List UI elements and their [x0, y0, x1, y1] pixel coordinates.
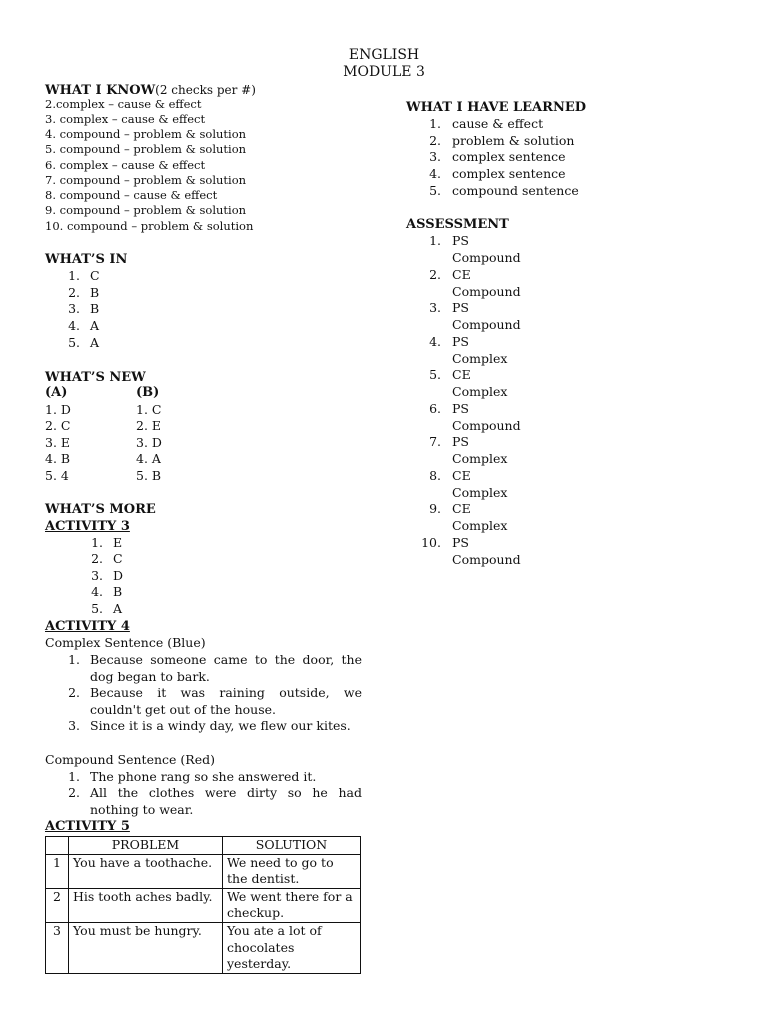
- answer: E: [113, 535, 123, 550]
- table-cell: You must be hungry.: [69, 922, 223, 973]
- assessment-type: Compound: [452, 552, 521, 567]
- list-item: 2. E: [136, 418, 162, 433]
- list-number: 4.: [91, 584, 103, 599]
- whats-in-heading: WHAT’S IN: [45, 252, 128, 267]
- activity-4-heading: ACTIVITY 4: [45, 619, 130, 634]
- list-number: 2.: [429, 133, 441, 148]
- activity-5-heading: ACTIVITY 5: [45, 819, 130, 834]
- document-title: ENGLISH: [348, 47, 420, 63]
- list-number: 5.: [91, 601, 103, 616]
- list-number: 4.: [429, 334, 441, 349]
- list-number: 2.: [429, 267, 441, 282]
- complex-sentence-item: Since it is a windy day, we flew our kites.: [90, 718, 351, 733]
- list-number: 1.: [68, 769, 80, 784]
- assessment-code: CE: [452, 267, 471, 282]
- column-b-header: (B): [136, 385, 160, 400]
- list-number: 2.: [68, 685, 80, 700]
- list-item: 2. C: [45, 418, 71, 433]
- assessment-code: CE: [452, 501, 471, 516]
- complex-sentence-item: Because someone came to the door, the dog began to bark.: [90, 652, 362, 684]
- list-item: 3. D: [136, 435, 162, 450]
- list-number: 3.: [91, 568, 103, 583]
- assessment-code: PS: [452, 334, 469, 349]
- module-title: MODULE 3: [343, 64, 425, 80]
- list-number: 3.: [429, 149, 441, 164]
- list-item: 5. B: [136, 468, 162, 483]
- assessment-code: PS: [452, 300, 469, 315]
- list-item: 10. compound – problem & solution: [45, 219, 254, 233]
- what-i-know-heading: WHAT I KNOW: [45, 83, 156, 98]
- list-number: 1.: [429, 116, 441, 131]
- list-number: 1.: [68, 652, 80, 667]
- table-cell: You ate a lot of chocolates yesterday.: [223, 922, 361, 973]
- list-item: 2.complex – cause & effect: [45, 97, 202, 111]
- table-header-cell: SOLUTION: [223, 837, 361, 855]
- answer: B: [90, 301, 100, 316]
- list-text: complex sentence: [452, 166, 566, 181]
- list-number: 1.: [68, 268, 80, 283]
- assessment-type: Complex: [452, 384, 508, 399]
- list-item: 1. C: [136, 402, 162, 417]
- list-number: 4.: [68, 318, 80, 333]
- complex-sentence-label: Complex Sentence (Blue): [45, 635, 206, 650]
- list-number: 8.: [429, 468, 441, 483]
- list-number: 3.: [68, 301, 80, 316]
- table-cell: 2: [46, 888, 69, 922]
- list-number: 5.: [429, 183, 441, 198]
- compound-sentence-label: Compound Sentence (Red): [45, 752, 215, 767]
- table-cell: 3: [46, 922, 69, 973]
- assessment-type: Complex: [452, 351, 508, 366]
- list-item: 3. complex – cause & effect: [45, 112, 206, 126]
- list-number: 3.: [429, 300, 441, 315]
- list-item: 7. compound – problem & solution: [45, 173, 247, 187]
- list-text: problem & solution: [452, 133, 575, 148]
- list-number: 2.: [68, 285, 80, 300]
- compound-sentence-item: All the clothes were dirty so he had nothing to wear.: [90, 785, 362, 817]
- assessment-code: PS: [452, 233, 469, 248]
- list-number: 5.: [68, 335, 80, 350]
- table-header-row: [46, 837, 361, 855]
- list-number: 7.: [429, 434, 441, 449]
- assessment-code: PS: [452, 434, 469, 449]
- list-item: 1. D: [45, 402, 71, 417]
- assessment-type: Compound: [452, 284, 521, 299]
- assessment-type: Complex: [452, 518, 508, 533]
- answer: D: [113, 568, 124, 583]
- list-number: 3.: [68, 718, 80, 733]
- list-number: 9.: [429, 501, 441, 516]
- list-number: 4.: [429, 166, 441, 181]
- table-row: [46, 888, 361, 922]
- activity-5-table: [45, 836, 361, 974]
- assessment-heading: ASSESSMENT: [406, 217, 509, 232]
- what-i-have-learned-heading: WHAT I HAVE LEARNED: [406, 100, 587, 115]
- list-number: 2.: [68, 785, 80, 800]
- list-text: complex sentence: [452, 149, 566, 164]
- list-item: 4. A: [136, 451, 161, 466]
- list-text: cause & effect: [452, 116, 544, 131]
- complex-sentence-item: Because it was raining outside, we couldn't get out of the house.: [90, 685, 362, 717]
- answer: A: [90, 335, 100, 350]
- column-a-header: (A): [45, 385, 68, 400]
- list-item: 8. compound – cause & effect: [45, 188, 218, 202]
- table-header-cell: PROBLEM: [69, 837, 223, 855]
- list-number: 6.: [429, 401, 441, 416]
- list-item: 6. complex – cause & effect: [45, 158, 206, 172]
- table-cell: 1: [46, 854, 69, 888]
- assessment-code: CE: [452, 468, 471, 483]
- list-text: compound sentence: [452, 183, 579, 198]
- list-number: 1.: [429, 233, 441, 248]
- assessment-code: PS: [452, 401, 469, 416]
- list-number: 5.: [429, 367, 441, 382]
- list-item: 5. 4: [45, 468, 69, 483]
- list-item: 4. compound – problem & solution: [45, 127, 247, 141]
- list-number: 1.: [91, 535, 103, 550]
- compound-sentence-item: The phone rang so she answered it.: [90, 769, 317, 784]
- whats-new-heading: WHAT’S NEW: [45, 370, 146, 385]
- answer: A: [113, 601, 123, 616]
- assessment-type: Complex: [452, 485, 508, 500]
- assessment-type: Compound: [452, 250, 521, 265]
- what-i-know-note: (2 checks per #): [155, 83, 256, 97]
- list-item: 5. compound – problem & solution: [45, 142, 247, 156]
- assessment-type: Compound: [452, 418, 521, 433]
- list-item: 9. compound – problem & solution: [45, 203, 247, 217]
- table-cell: His tooth aches badly.: [69, 888, 223, 922]
- table-row: [46, 922, 361, 973]
- assessment-code: PS: [452, 535, 469, 550]
- list-number: 2.: [91, 551, 103, 566]
- table-cell: You have a toothache.: [69, 854, 223, 888]
- assessment-code: CE: [452, 367, 471, 382]
- activity-3-heading: ACTIVITY 3: [45, 519, 130, 534]
- answer: C: [90, 268, 100, 283]
- answer: C: [113, 551, 123, 566]
- table-row: [46, 854, 361, 888]
- answer: A: [90, 318, 100, 333]
- list-number: 10.: [421, 535, 441, 550]
- list-item: 3. E: [45, 435, 71, 450]
- table-cell: We need to go to the dentist.: [223, 854, 361, 888]
- table-header-cell: [46, 837, 69, 855]
- table-cell: We went there for a checkup.: [223, 888, 361, 922]
- assessment-type: Compound: [452, 317, 521, 332]
- answer: B: [113, 584, 123, 599]
- whats-more-heading: WHAT’S MORE: [45, 502, 156, 517]
- answer: B: [90, 285, 100, 300]
- assessment-type: Complex: [452, 451, 508, 466]
- list-item: 4. B: [45, 451, 71, 466]
